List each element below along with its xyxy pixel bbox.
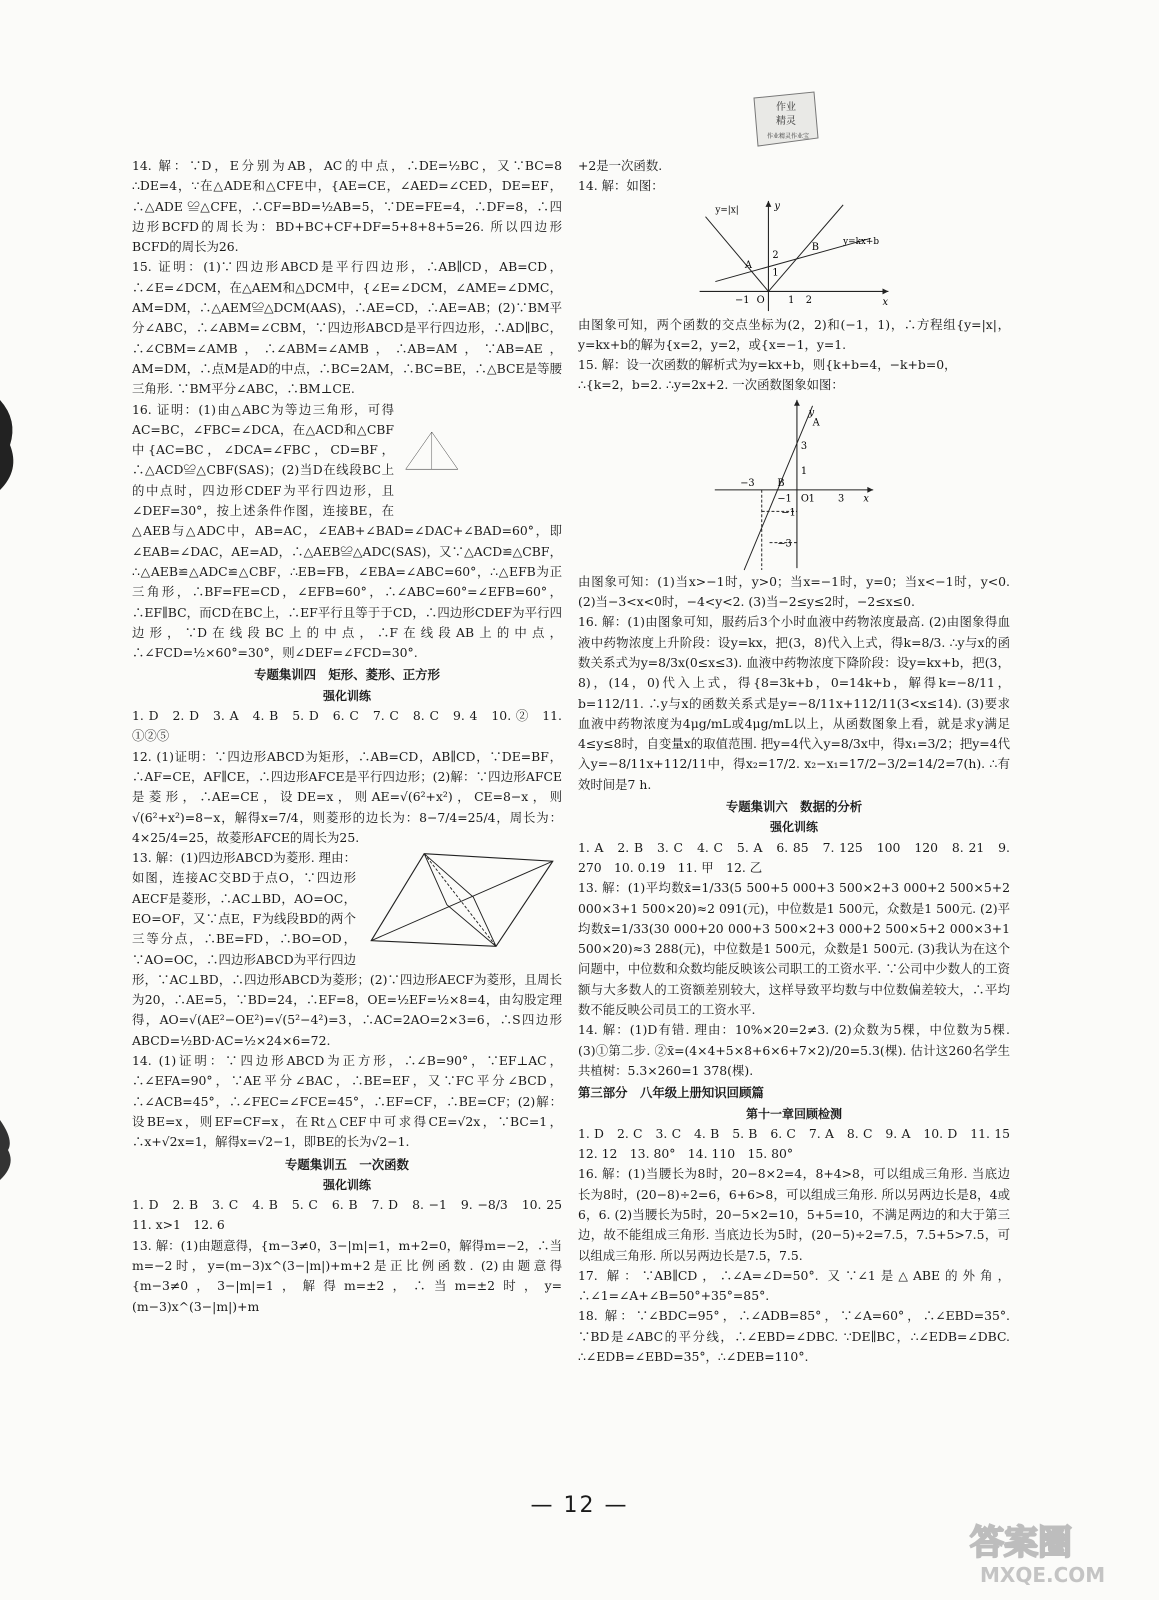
watermark-logo — [960, 1510, 1150, 1590]
point-a2: A — [812, 417, 820, 429]
tick-2: 2 — [805, 294, 813, 306]
s5-answer-15: 15. 解：设一次函数的解析式为y=kx+b，则{k+b=4，−k+b=0， — [578, 357, 957, 373]
label-origin2: O — [800, 493, 809, 505]
svg-text:作业精灵作业宝: 作业精灵作业宝 — [766, 133, 810, 140]
rhombus-figure — [362, 848, 562, 952]
stamp-seal — [748, 90, 822, 150]
ch11-answer-16: 16. 解：(1)当腰长为8时，20−8×2=4，8+4>8，可以组成三角形. 当底边长为8时，(20−8)÷2=6，6+6>8，可以组成三角形. 所以另两边长是8，4或6，6. (2)当腰长为5时，20−5×2=10，5+5=10，不满足两边的和大于第三边，故不能组成三角形. 当底边长为5时，(20−5)÷2=7.5，7.5+5>7.5，可以组成三角形. 所以另两边长是7.5，7.5. — [578, 1166, 1010, 1263]
graph-absolute-value — [694, 197, 894, 315]
ch11-choices: 1. D 2. C 3. C 4. B 5. B 6. C 7. A 8. C 9. A 10. D 11. 15 12. 12 13. 80° 14. 110 15. 80° — [578, 1125, 1023, 1162]
label-y: y — [774, 200, 780, 212]
svg-text:作业: 作业 — [776, 102, 796, 113]
label-y-abs: y=|x| — [715, 205, 739, 216]
s4-answer-12: 12. (1)证明：∵四边形ABCD为矩形，∴AB=CD，AB∥CD，∵DE=BF，∴AF=CE，AF∥CE，∴四边形AFCE是平行四边形；(2)解：∵四边形AFCE是菱形，∴AE=CE，设DE=x，则AE=√(6²+x²)，CE=8−x，则√(6²+x²)=8−x，解得x=7/4，则菱形的边长为：8−7/4=25/4，周长为：4×25/4=25，故菱形AFCE的周长为25. — [132, 748, 562, 845]
s4-answer-14: 14. (1)证明：∵四边形ABCD为正方形，∴∠B=90°，∵EF⊥AC，∴∠EFA=90°，∵AE平分∠BAC，∴BE=EF，又∵FC平分∠BCD，∴∠ACB=45°，∴∠FEC=∠FCE=45°，∴EF=CF，∴BE=CF；(2)解：设BE=x，则EF=CF=x，在Rt△CEF中可求得CE=√2x，∵BC=1，∴x+√2x=1，解得x=√2−1，即BE的长为√2−1. — [132, 1053, 562, 1150]
watermark-text: 答案圈 — [970, 1523, 1072, 1563]
s5-answer-14-result: 由图象可知，两个函数的交点坐标为(2，2)和(−1，1)，∴方程组{y=|x|，y=kx+b的解为{x=2，y=2，或{x=−1，y=1. — [578, 316, 1010, 352]
chapter-11-title: 第十一章回顾检测 — [745, 1106, 842, 1121]
s4-choices: 1. D 2. D 3. A 4. B 5. D 6. C 7. C 8. C 9. 4 10. ② 11. ①②⑤ — [132, 708, 562, 744]
triangle-figure — [402, 396, 562, 506]
label-x: x — [882, 296, 889, 308]
tick-neg1-y: −1 — [781, 507, 796, 519]
s5-answer-15-result: 由图象可知：(1)当x>−1时，y>0；当x=−1时，y=0；当x<−1时，y<0. (2)当−3<x<0时，−4<y<2. (3)当−2≤y≤2时，−2≤x≤0. — [578, 573, 1010, 610]
answer-14-left: 14. 解：∵D，E分别为AB，AC的中点，∴DE=½BC，又∵BC=8 ∴DE=4，∵在△ADE和△CFE中，{AE=CE，∠AED=∠CED，DE=EF，∴△ADE ≌△CFE，∴CF=BD=½AB=5，∵DE=FE=4，∴DF=8，∴四边形BCFD的周长为：BD+BC+CF+DF=5+8+8+5=26. 所以四边形BCFD的周长为26. — [132, 158, 562, 255]
section-6-subtitle: 强化训练 — [769, 820, 818, 835]
label-y2: y — [808, 407, 815, 419]
left-column — [132, 156, 575, 1317]
s5-choices: 1. D 2. B 3. C 4. B 5. C 6. B 7. D 8. −1 9. −8/3 10. 25 11. x>1 12. 6 — [132, 1197, 575, 1233]
section-5-subtitle: 强化训练 — [322, 1177, 371, 1192]
scan-mark — [0, 400, 22, 490]
tick-1: 1 — [788, 294, 795, 306]
s4-answer-13: 13. 解：(1)四边形ABCD为菱形. 理由：如图，连接AC交BD于点O，∵四边形AECF是菱形，∴AC⊥BD，AO=OC，EO=OF，又∵点E，F为线段BD的两个三等分点，∴BE=FD，∴BO=OD，∵AO=OC，∴四边形ABCD为平行四边形，∵AC⊥BD，∴四边形ABCD为菱形；(2)∵四边形AECF为菱形，且周长为20，∴AE=5，∵BD=24，∴EF=8，OE=½EF=½×8=4，由勾股定理得，AO=√(AE²−OE²)=√(5²−4²)=3，∴AC=2AO=2×3=6，∴S四边形ABCD=½BD·AC=½×24×6=72. — [132, 850, 562, 1048]
point-b2: B — [777, 477, 785, 489]
right-column — [578, 156, 1023, 1367]
tick-pos3-x: 3 — [838, 493, 845, 505]
scan-mark-lower — [0, 1120, 22, 1180]
s5-answer-13: 13. 解：(1)由题意得，{m−3≠0，3−|m|=1，m+2=0，解得m=−2，∴当m=−2时，y=(m−3)x^(3−|m|)+m+2是正比例函数. (2)由题意得{m−3≠0，3−|m|=1，解得m=±2，∴当m=±2时，y=(m−3)x^(3−|m|)+m — [132, 1237, 562, 1314]
tick-neg3: −3 — [740, 477, 755, 489]
s5-answer-14-intro: 14. 解：如图： — [578, 178, 664, 194]
answer-15-left: 15. 证明：(1)∵四边形ABCD是平行四边形，∴AB∥CD，AB=CD，∴∠E=∠DCM，在△AEM和△DCM中，{∠E=∠DCM，∠AME=∠DMC，AM=DM，∴△AEM≌△DCM(AAS)，∴AE=CD，∴AE=AB；(2)∵BM平分∠ABC，∴∠ABM=∠CBM，∵四边形ABCD是平行四边形，∴AD∥BC，∴∠CBM=∠AMB，∴∠ABM=∠AMB，∴AB=AM，∵AB=AE，AM=DM，∴点M是AD的中点，∴BC=2AM，∴BC=BE，∴△BCE是等腰三角形. ∵BM平分∠ABC，∴BM⊥CE. — [132, 259, 562, 397]
tick-neg3-y: −3 — [777, 538, 792, 550]
section-6-title: 专题集训六 数据的分析 — [725, 799, 863, 815]
answer-16-left: 16. 证明：(1)由△ABC为等边三角形，可得AC=BC，∠FBC=∠DCA，在△ACD和△CBF中{AC=BC，∠DCA=∠FBC，CD=BF，∴△ACD≌△CBF(SAS)；(2)当D在线段BC上的中点时，四边形CDEF为平行四边形，且∠DEF=30°，按上述条件作图，连接BE，在△AEB与△ADC中，AB=AC，∠EAB+∠BAD=∠DAC+∠BAD=60°，即∠EAB=∠DAC，AE=AD，∴△AEB≌△ADC(SAS)，又∵△ACD≌△CBF，∴△AEB≌△ADC≌△CBF，∴EB=FB，∠EBA=∠ABC=60°，∴△EFB为正三角形，∴BF=FE=CD，∠EFB=60°，∴∠ABC=60°=∠EFB=60°，∴EF∥BC，而CD在BC上，∴EF平行且等于于CD，∴四边形CDEF为平行四边形，∵D在线段BC上的中点，∴F在线段AB上的中点，∴∠FCD=½×60°=30°，则∠DEF=∠FCD=30°. — [132, 401, 562, 661]
section-4-subtitle: 强化训练 — [322, 688, 371, 703]
tick-y2: 2 — [772, 249, 779, 261]
tick-pos3-y: 3 — [800, 440, 808, 452]
tick-y1: 1 — [772, 267, 779, 279]
ch11-answer-17: 17. 解：∵AB∥CD，∴∠A=∠D=50°. 又∵∠1是△ABE的外角，∴∠1=∠A+∠B=50°+35°=85°. — [578, 1267, 1010, 1304]
s5-answer-15-cont: ∴{k=2，b=2. ∴y=2x+2. 一次函数图象如图： — [578, 377, 844, 393]
s5-answer-16: 16. 解：(1)由图象可知，服药后3个小时血液中药物浓度最高. (2)由图象得血液中药物浓度上升阶段：设y=kx，把(3，8)代入上式，得k=8/3. ∴y与x的函数关系式为y=8/3x(0≤x≤3). 血液中药物浓度下降阶段：设y=kx+b，把(3，8)，(14，0)代入上式，得{8=3k+b，0=14k+b，解得k=−8/11，b=112/11. ∴y与x的函数关系式是y=−8/11x+112/11(3<x≤14). (3)要求血液中药物浓度为4μg/mL或4μg/mL以上，从函数图象上看，就是求y满足4≤y≤8时，自变量x的取值范围. 把y=4代入y=8/3x中，得x₁=3/2；把y=4代入y=−8/11x+112/11中，得x₂=17/2. x₂−x₁=17/2−3/2=14/2=7(h). ∴有效时间是7 h. — [578, 614, 1010, 792]
tick-neg1: −1 — [735, 294, 750, 306]
point-b: B — [811, 241, 819, 253]
label-line: y=kx+b — [843, 236, 879, 247]
page-number: — 12 — — [530, 1493, 629, 1518]
section-5-title: 专题集训五 一次函数 — [285, 1156, 409, 1172]
s6-answer-13: 13. 解：(1)平均数x̄=1/33(5 500+5 000+3 500×2+3 000+2 500×5+2 000×3+1 500×20)≈2 091(元)，中位数是1 500元，众数是1 500元. (2)平均数x̄=1/33(30 000+20 000+3 500×2+3 000+2 500×5+2 000×3+1 500×20)≈3 288(元)，中位数是1 500元，众数是1 500元. (3)我认为在这个问题中，中位数和众数均能反映该公司职工的工资水平. ∵公司中少数人的工资额与大多数人的工资额差别较大，这样导致平均数与中位数偏差较大，∴平均数不能反映公司员工的工资水平. — [578, 880, 1010, 1018]
tick-pos1-y: 1 — [800, 466, 808, 478]
svg-text:精灵: 精灵 — [776, 116, 796, 127]
s6-choices: 1. A 2. B 3. C 4. C 5. A 6. 85 7. 125 100 120 8. 21 9. 270 10. 0.19 11. 甲 12. 乙 — [578, 839, 1010, 875]
label-origin: O — [756, 294, 765, 306]
s5-answer-13-cont: +2是一次函数. — [578, 158, 663, 173]
section-4-title: 专题集训四 矩形、菱形、正方形 — [254, 667, 440, 683]
watermark-url: MXQE.COM — [980, 1563, 1106, 1587]
tick-neg1-x: −1 — [777, 493, 792, 505]
label-x2: x — [863, 493, 869, 505]
tick-pos1-x: 1 — [808, 493, 815, 505]
point-a: A — [744, 259, 752, 271]
graph-linear — [710, 396, 878, 572]
ch11-answer-18: 18. 解：∵∠BDC=95°，∴∠ADB=85°，∵∠A=60°，∴∠EBD=35°. ∵BD是∠ABC的平分线，∴∠EBD=∠DBC. ∵DE∥BC，∴∠EDB=∠DBC. ∴∠EDB=∠EBD=35°，∴∠DEB=110°. — [578, 1308, 1010, 1365]
part-3-title: 第三部分 八年级上册知识回顾篇 — [578, 1085, 764, 1101]
s6-answer-14: 14. 解：(1)D有错. 理由：10%×20=2≠3. (2)众数为5棵，中位数为5棵. (3)①第二步. ②x̄=(4×4+5×8+6×6+7×2)/20=5.3(棵). 估计这260名学生共植树：5.3×260=1 378(棵). — [578, 1022, 1010, 1078]
